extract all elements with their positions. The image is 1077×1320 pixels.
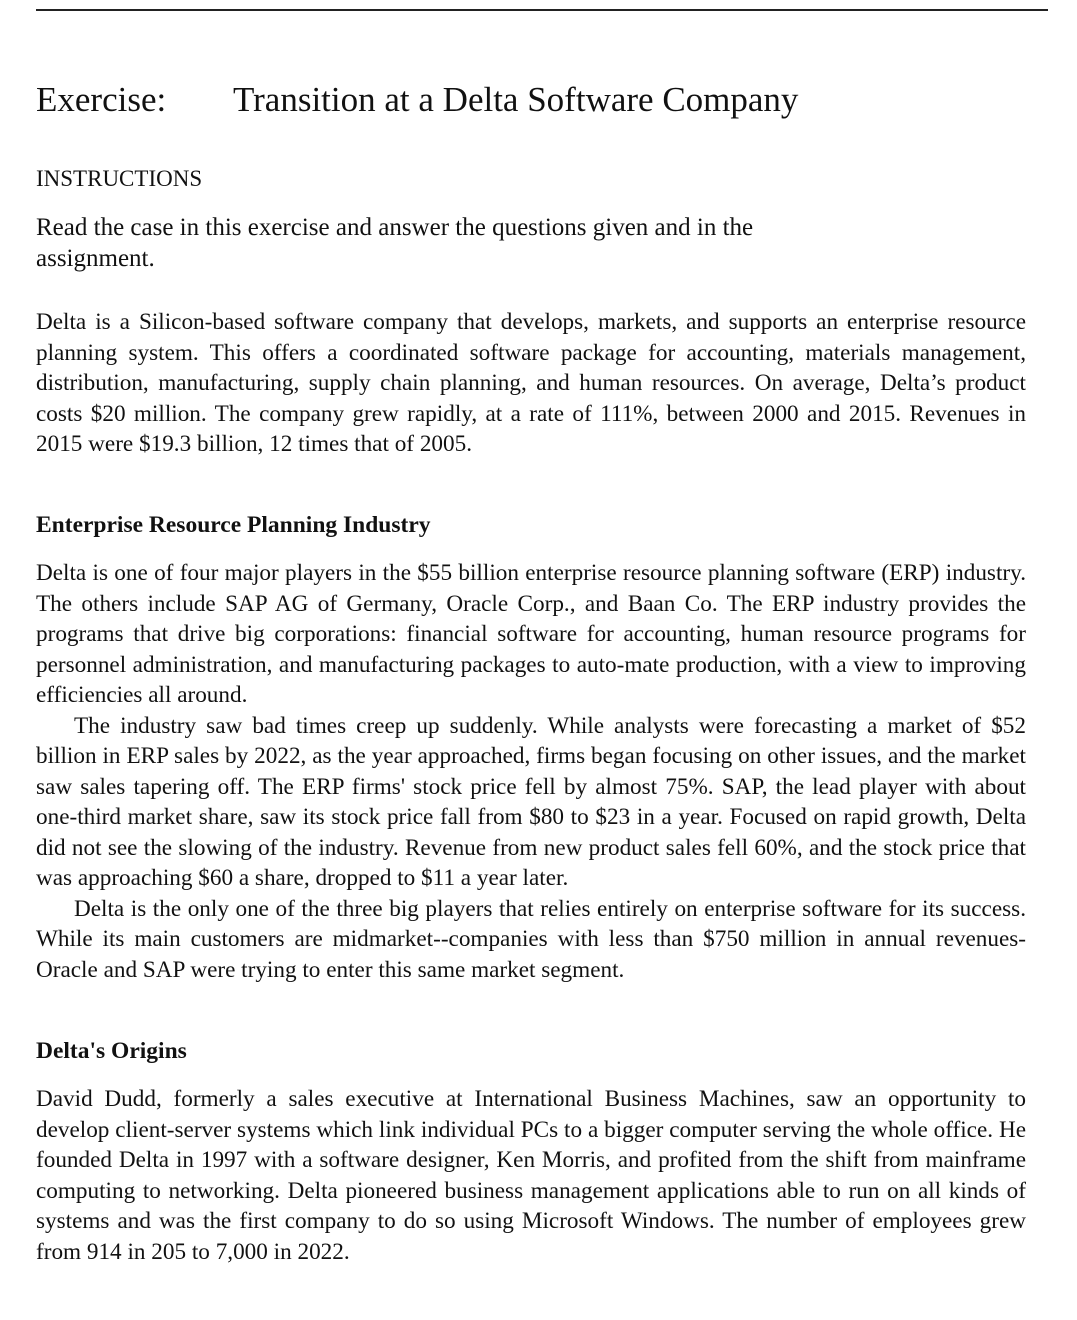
origins-section-heading: Delta's Origins: [36, 1038, 187, 1064]
exercise-title: [36, 78, 798, 122]
erp-section-body: [36, 558, 1026, 985]
erp-paragraph-1: Delta is one of four major players in the $55 billion enterprise resource planning software (ERP) industry. The others include SAP AG of Germany, Oracle Corp., and Baan Co. The ERP industry provides the programs that drive big corporations: financial software for accounting, human resource programs for personnel administration, and manufacturing packages to auto-mate production, with a view to improving efficiencies all around.: [36, 560, 1026, 708]
origins-paragraph: David Dudd, formerly a sales executive at International Business Machines, saw an opportunity to develop client-server systems which link individual PCs to a bigger computer serving the whole office. He founded Delta in 1997 with a software designer, Ken Morris, and profited from the shift from mainframe computing to networking. Delta pioneered business management applications able to run on all kinds of systems and was the first company to do so using Microsoft Windows. The number of employees grew from 914 in 205 to 7,000 in 2022.: [36, 1086, 1026, 1265]
erp-paragraph-3: Delta is the only one of the three big players that relies entirely on enterprise software for its success. While its main customers are midmarket--companies with less than $750 million in annual revenues-Oracle and SAP were trying to enter this same market segment.: [36, 895, 1026, 983]
exercise-label: Exercise:: [36, 80, 167, 119]
origins-section-body: [36, 1084, 1026, 1267]
instructions-text: Read the case in this exercise and answer the questions given and in the assignment.: [36, 214, 754, 272]
exercise-title-text: Transition at a Delta Software Company: [233, 80, 799, 119]
intro-paragraph: Delta is a Silicon-based software company that develops, markets, and supports an enterprise resource planning system. This offers a coordinated software package for accounting, materials management, distribution, manufacturing, supply chain planning, and human resources. On average, Delta’s product costs $20 million. The company grew rapidly, at a rate of 111%, between 2000 and 2015. Revenues in 2015 were $19.3 billion, 12 times that of 2005.: [36, 309, 1026, 457]
erp-paragraph-2: The industry saw bad times creep up suddenly. While analysts were forecasting a market of $52 billion in ERP sales by 2022, as the year approached, firms began focusing on other issues, and the market saw sales tapering off. The ERP firms' stock price fell by almost 75%. SAP, the lead player with about one-third market share, saw its stock price fall from $80 to $23 in a year. Focused on rapid growth, Delta did not see the slowing of the industry. Revenue from new product sales fell 60%, and the stock price that was approaching $60 a share, dropped to $11 a year later.: [36, 712, 1026, 891]
top-rule-divider: [36, 9, 1048, 11]
instructions-heading: INSTRUCTIONS: [36, 166, 203, 191]
erp-section-heading: Enterprise Resource Planning Industry: [36, 512, 431, 538]
intro-section: [36, 307, 1026, 460]
